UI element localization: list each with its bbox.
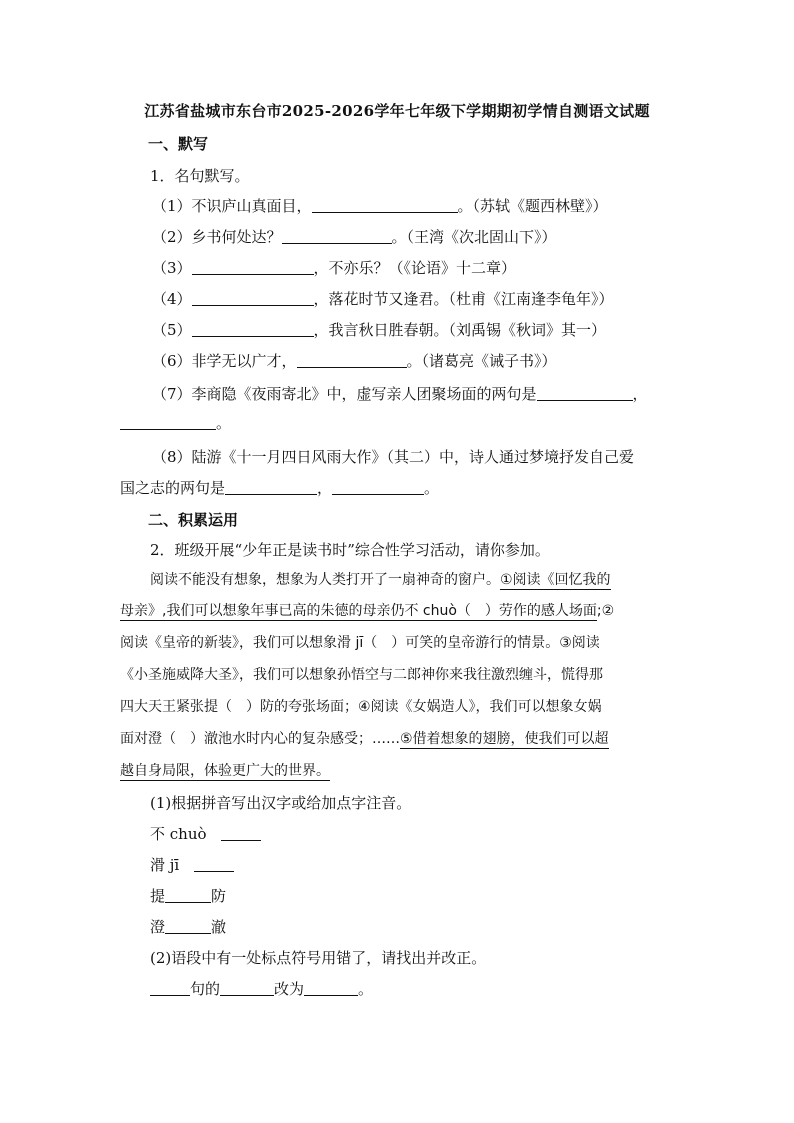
dictation-item-1-post: 。（苏轼《题西林壁》） (457, 197, 608, 215)
answer-blank[interactable] (220, 979, 274, 996)
answer-blank[interactable] (192, 320, 314, 337)
answer-blank[interactable] (282, 227, 392, 244)
passage-line-6 (120, 729, 609, 749)
dictation-item-6 (152, 351, 557, 371)
dictation-item-5-post: ，我言秋日胜春朝。（刘禹锡《秋词》其一） (313, 321, 607, 339)
answer-blank[interactable] (221, 824, 261, 841)
passage-line-2 (120, 601, 614, 621)
answer-blank[interactable] (537, 384, 633, 401)
answer-blank[interactable] (165, 886, 211, 903)
sub1-item-d-pre: 澄 (150, 918, 166, 936)
passage-line-3: 阅读《皇帝的新装》，我们可以想象滑 jī（ ）可笑的皇帝游行的情景。③阅读 (120, 635, 600, 651)
dictation-item-3-post: ，不亦乐？（《论语》十二章） (313, 259, 517, 277)
passage-line-7 (120, 761, 330, 781)
sub1-item-a-label: 不 chuò (150, 825, 207, 843)
sub2-answer-line (150, 979, 373, 999)
dictation-item-7-cont (120, 413, 231, 433)
passage-text: ;② (596, 603, 615, 619)
dictation-item-4 (152, 289, 614, 309)
answer-blank[interactable] (225, 478, 317, 495)
dictation-item-7-pre: （7）李商隐《夜雨寄北》中，虚写亲人团聚场面的两句是 (152, 385, 537, 403)
sub1-item-d-post: 澈 (211, 918, 227, 936)
sub1-item-c-pre: 提 (150, 887, 166, 905)
passage-text: 阅读不能没有想象，想象为人类打开了一扇神奇的窗户。 (150, 572, 500, 588)
sub2-label-a: 句的 (190, 980, 221, 998)
dictation-item-8-mid: ， (317, 479, 333, 497)
dictation-item-3 (152, 258, 516, 278)
section-heading-dictation: 一、默写 (148, 135, 209, 153)
sub1-item-c (150, 886, 226, 906)
dictation-item-5-pre: （5） (152, 321, 192, 339)
dictation-item-7-mid: ， (632, 385, 648, 403)
passage-text: 面对澄（ ）澈池水时内心的复杂感受；…… (120, 731, 400, 747)
passage-line-5: 四大天王紧张提（ ）防的夸张场面；④阅读《女娲造人》，我们可以想象女娲 (120, 699, 602, 715)
dictation-item-5 (152, 320, 606, 340)
answer-blank[interactable] (332, 478, 424, 495)
dictation-item-6-post: 。（诸葛亮《诫子书》） (406, 352, 557, 370)
dictation-item-4-post: ，落花时节又逢君。（杜甫《江南逢李龟年》） (313, 290, 614, 308)
answer-blank[interactable] (194, 855, 234, 872)
dictation-item-2-post: 。（王湾《次北固山下》） (391, 228, 557, 246)
dictation-item-7 (152, 384, 648, 404)
dictation-item-8-end: 。 (424, 479, 440, 497)
page-title: 江苏省盐城市东台市2025-2026学年七年级下学期期初学情自测语文试题 (144, 102, 650, 120)
sub-question-2-stem: (2)语段中有一处标点符号用错了，请找出并改正。 (150, 949, 487, 967)
question-1-stem: 1．名句默写。 (150, 167, 250, 185)
dictation-item-6-pre: （6）非学无以广才， (152, 352, 297, 370)
answer-blank[interactable] (304, 979, 358, 996)
passage-underlined: ⑤借着想象的翅膀，使我们可以超 (400, 731, 609, 747)
dictation-item-1-pre: （1）不识庐山真面目， (152, 197, 312, 215)
sub-question-1-stem: (1)根据拼音写出汉字或给加点字注音。 (150, 794, 412, 812)
answer-blank[interactable] (165, 917, 211, 934)
passage-line-1 (150, 570, 611, 590)
question-2-stem: 2．班级开展“少年正是读书时”综合性学习活动，请你参加。 (150, 541, 550, 559)
passage-underlined: 母亲》,我们可以想象年事已高的朱德的母亲仍不 chuò（ ）劳作的感人场面 (120, 603, 597, 619)
passage-line-4: 《小圣施威降大圣》，我们可以想象孙悟空与二郎神你来我往激烈缠斗，慌得那 (120, 667, 603, 683)
sub1-item-b-label: 滑 jī (150, 856, 180, 874)
answer-blank[interactable] (192, 258, 314, 275)
sub2-label-b: 改为 (274, 980, 305, 998)
answer-blank[interactable] (120, 413, 216, 430)
dictation-item-2 (152, 227, 557, 247)
section-heading-accumulation: 二、积累运用 (148, 511, 239, 529)
answer-blank[interactable] (312, 196, 458, 213)
dictation-item-1 (152, 196, 608, 216)
sub1-item-d (150, 917, 226, 937)
dictation-item-8-pre: 国之志的两句是 (120, 479, 226, 497)
answer-blank[interactable] (192, 289, 314, 306)
dictation-item-8-cont (120, 478, 439, 498)
sub1-item-a (150, 824, 261, 844)
dictation-item-8: （8）陆游《十一月四日风雨大作》（其二）中，诗人通过梦境抒发自己爱 (152, 448, 635, 466)
passage-underlined: ①阅读《回忆我的 (500, 572, 611, 588)
sub1-item-b (150, 855, 234, 875)
sub1-item-c-post: 防 (211, 887, 227, 905)
dictation-item-4-pre: （4） (152, 290, 192, 308)
passage-underlined: 越自身局限，体验更广大的世界。 (120, 763, 330, 779)
answer-blank[interactable] (297, 351, 407, 368)
sub2-label-c: 。 (358, 980, 374, 998)
dictation-item-3-pre: （3） (152, 259, 192, 277)
dictation-item-2-pre: （2）乡书何处达？ (152, 228, 282, 246)
dictation-item-7-end: 。 (216, 414, 232, 432)
answer-blank[interactable] (150, 979, 190, 996)
